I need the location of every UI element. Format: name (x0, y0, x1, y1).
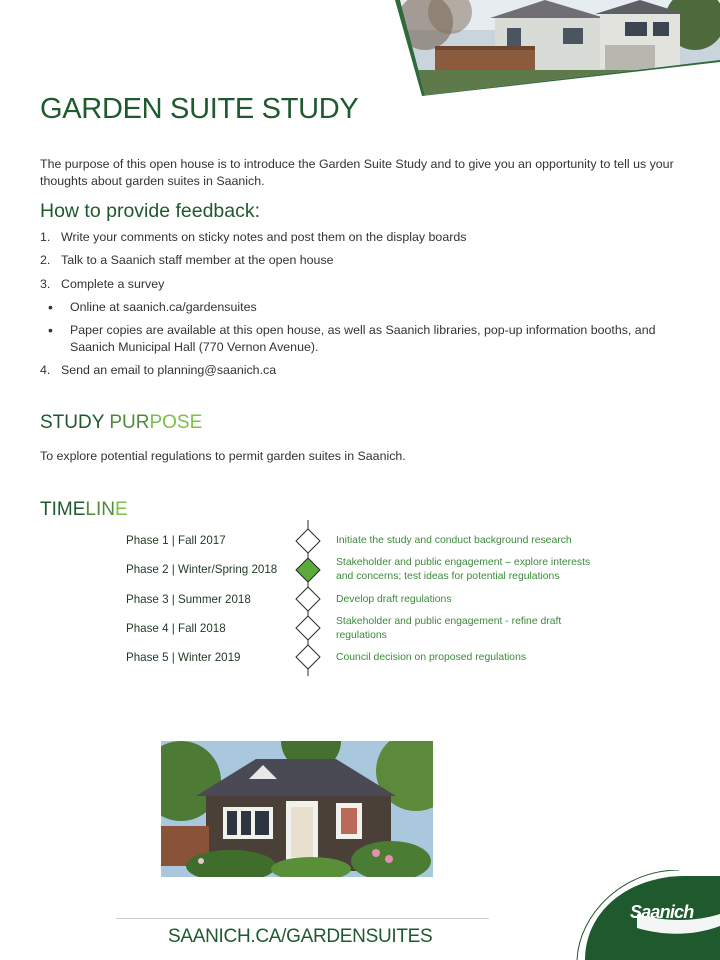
phase-description: Initiate the study and conduct background research (336, 535, 572, 546)
step-number: 4. (40, 363, 51, 377)
header-house-photo (395, 0, 720, 96)
step-number: 2. (40, 253, 51, 267)
survey-option (48, 322, 688, 356)
feedback-step (40, 276, 164, 293)
timeline (0, 520, 720, 680)
phase-description: Council decision on proposed regulations (336, 652, 527, 663)
heading-part: LIN (85, 499, 115, 520)
bullet-dot: • (48, 299, 53, 315)
study-purpose-text: To explore potential regulations to permit garden suites in Saanich. (40, 449, 406, 463)
bullet-dot: • (48, 322, 53, 338)
timeline-marker (296, 529, 320, 553)
heading-part: TIME (40, 499, 86, 520)
phase-label: Phase 1 | Fall 2017 (126, 534, 226, 547)
survey-option-text: Paper copies are available at this open house, as well as Saanich libraries, pop-up information booths, and Saanich Municipal Hall (770 Vernon Avenue). (70, 323, 656, 354)
timeline-marker (296, 616, 320, 640)
study-purpose-heading (40, 412, 202, 434)
phase-label: Phase 4 | Fall 2018 (126, 622, 226, 635)
heading-part: PUR (109, 412, 150, 433)
feedback-heading: How to provide feedback: (40, 200, 261, 222)
timeline-connector (290, 520, 330, 680)
saanich-logo-text: Saanich (630, 902, 694, 922)
timeline-marker (296, 587, 320, 611)
intro-paragraph: The purpose of this open house is to introduce the Garden Suite Study and to give you an opportunity to tell us your thoughts about garden suites in Saanich. (40, 157, 674, 188)
step-text: Send an email to planning@saanich.ca (61, 363, 277, 377)
timeline-marker-active (296, 558, 320, 582)
phase-description: Stakeholder and public engagement - refine draft regulations (336, 616, 562, 641)
footer-divider (116, 918, 489, 919)
heading-part: STUDY (40, 412, 110, 433)
heading-part: POSE (149, 412, 203, 433)
footer-url: SAANICH.CA/GARDENSUITES (168, 926, 433, 947)
step-text: Talk to a Saanich staff member at the open house (61, 253, 334, 267)
survey-option (48, 299, 688, 316)
page-title: GARDEN SUITE STUDY (40, 93, 359, 125)
heading-part: E (114, 499, 128, 520)
survey-option-text: Online at saanich.ca/gardensuites (70, 300, 257, 314)
phase-label: Phase 2 | Winter/Spring 2018 (126, 563, 278, 576)
step-number: 3. (40, 277, 51, 291)
phase-description: Stakeholder and public engagement – explore interests and concerns; test ideas for potential regulations (336, 557, 591, 582)
feedback-step (40, 252, 334, 269)
phase-description: Develop draft regulations (336, 594, 452, 605)
feedback-step (40, 229, 466, 246)
timeline-marker (296, 645, 320, 669)
timeline-heading (40, 499, 128, 521)
step-number: 1. (40, 230, 51, 244)
step-text: Complete a survey (61, 277, 165, 291)
garden-suite-photo (161, 741, 433, 877)
feedback-step (40, 362, 276, 379)
phase-label: Phase 3 | Summer 2018 (126, 593, 251, 606)
step-text: Write your comments on sticky notes and post them on the display boards (61, 230, 467, 244)
phase-label: Phase 5 | Winter 2019 (126, 651, 241, 664)
